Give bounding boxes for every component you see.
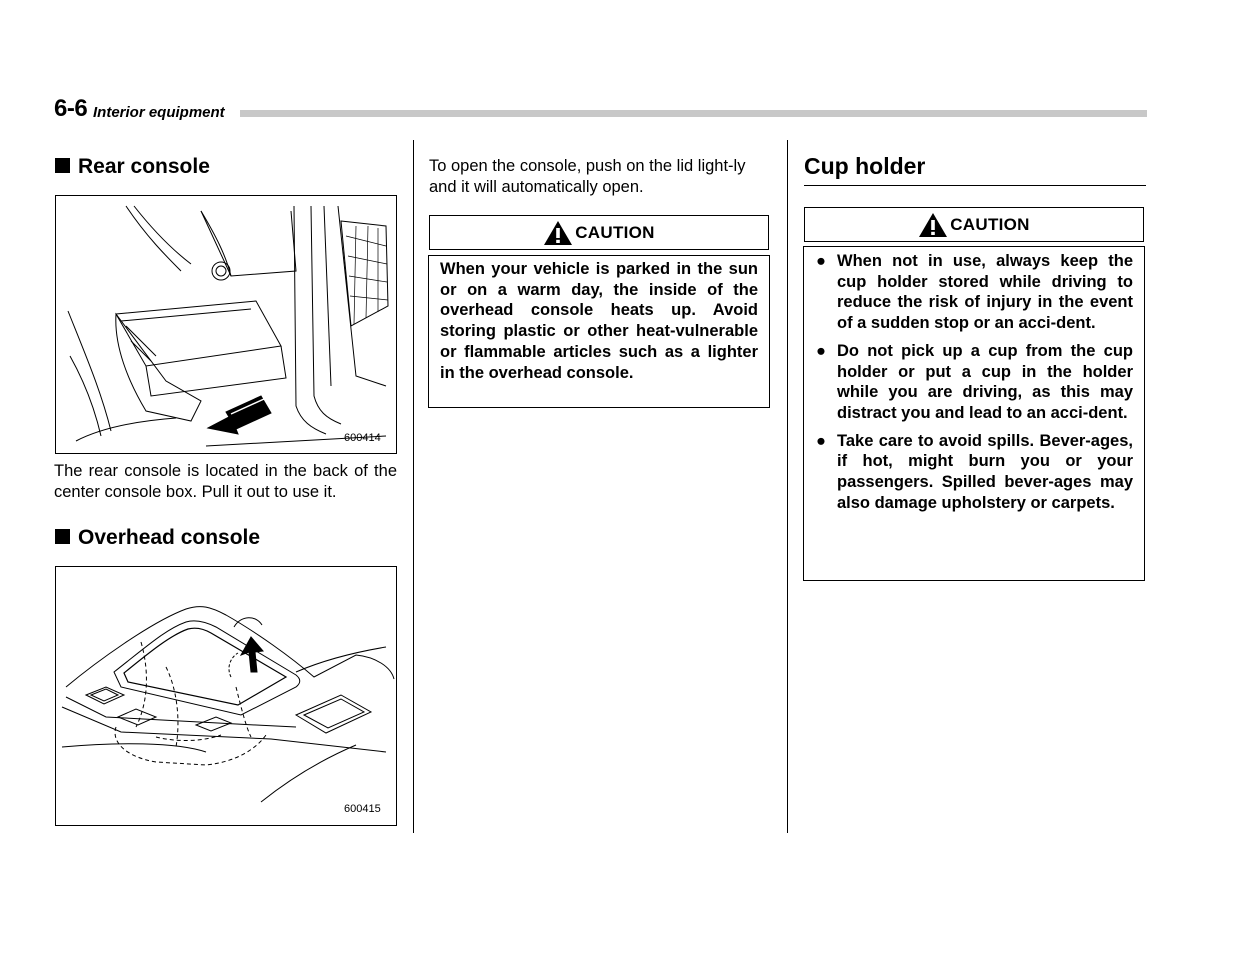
page-number: 6-6 bbox=[54, 95, 88, 122]
section-title: Interior equipment bbox=[93, 104, 225, 121]
warning-triangle-icon bbox=[918, 212, 948, 238]
caution-bullet: ● Take care to avoid spills. Bever-ages, if hot, might burn you or your passengers. Spilled bever-ages may also damage upholstery or carpets. bbox=[816, 431, 1133, 512]
arrow-icon bbox=[208, 396, 271, 434]
overhead-console-text: To open the console, push on the lid light-ly and it will automatically open. bbox=[429, 157, 746, 196]
overhead-console-heading: Overhead console bbox=[55, 526, 260, 550]
overhead-console-illustration bbox=[56, 567, 396, 825]
arrow-icon bbox=[241, 637, 263, 672]
caution-label: CAUTION bbox=[575, 222, 655, 242]
caution-box bbox=[803, 246, 1145, 581]
rear-console-illustration bbox=[56, 196, 396, 453]
caution-label: CAUTION bbox=[950, 214, 1030, 234]
square-bullet-icon bbox=[55, 529, 70, 544]
overhead-console-figure bbox=[55, 566, 397, 826]
caution-title-box bbox=[804, 207, 1144, 242]
bullet-icon: ● bbox=[816, 252, 826, 270]
header-bar bbox=[240, 110, 1147, 117]
warning-triangle-icon bbox=[543, 220, 573, 246]
cup-holder-heading: Cup holder bbox=[804, 153, 926, 179]
bullet-icon: ● bbox=[816, 341, 826, 360]
column-divider-right bbox=[787, 140, 788, 833]
figure-number: 600415 bbox=[344, 803, 381, 815]
caution-bullet: ● Do not pick up a cup from the cup holder or put a cup in the holder while you are driving, as this may distract you and lead to an acci-dent. bbox=[816, 341, 1133, 422]
bullet-icon: ● bbox=[816, 431, 826, 450]
caution-text: When your vehicle is parked in the sun or on a warm day, the inside of the overhead console heats up. Avoid storing plastic or other heat-vulnerable or flammable articles such as a lighter in the overhead console. bbox=[440, 260, 758, 382]
rear-console-figure bbox=[55, 195, 397, 454]
heading-underline bbox=[804, 185, 1146, 186]
caution-bullet: ● When not in use, always keep the cup holder stored while driving to reduce the risk of injury in the event of a sudden stop or an acci-dent. bbox=[816, 252, 1133, 333]
column-divider-left bbox=[413, 140, 414, 833]
caution-title-box bbox=[429, 215, 769, 250]
rear-console-text: The rear console is located in the back of the center console box. Pull it out to use it. bbox=[54, 462, 397, 501]
square-bullet-icon bbox=[55, 158, 70, 173]
caution-box bbox=[428, 255, 770, 408]
rear-console-heading: Rear console bbox=[55, 155, 210, 179]
figure-number: 600414 bbox=[344, 432, 381, 444]
